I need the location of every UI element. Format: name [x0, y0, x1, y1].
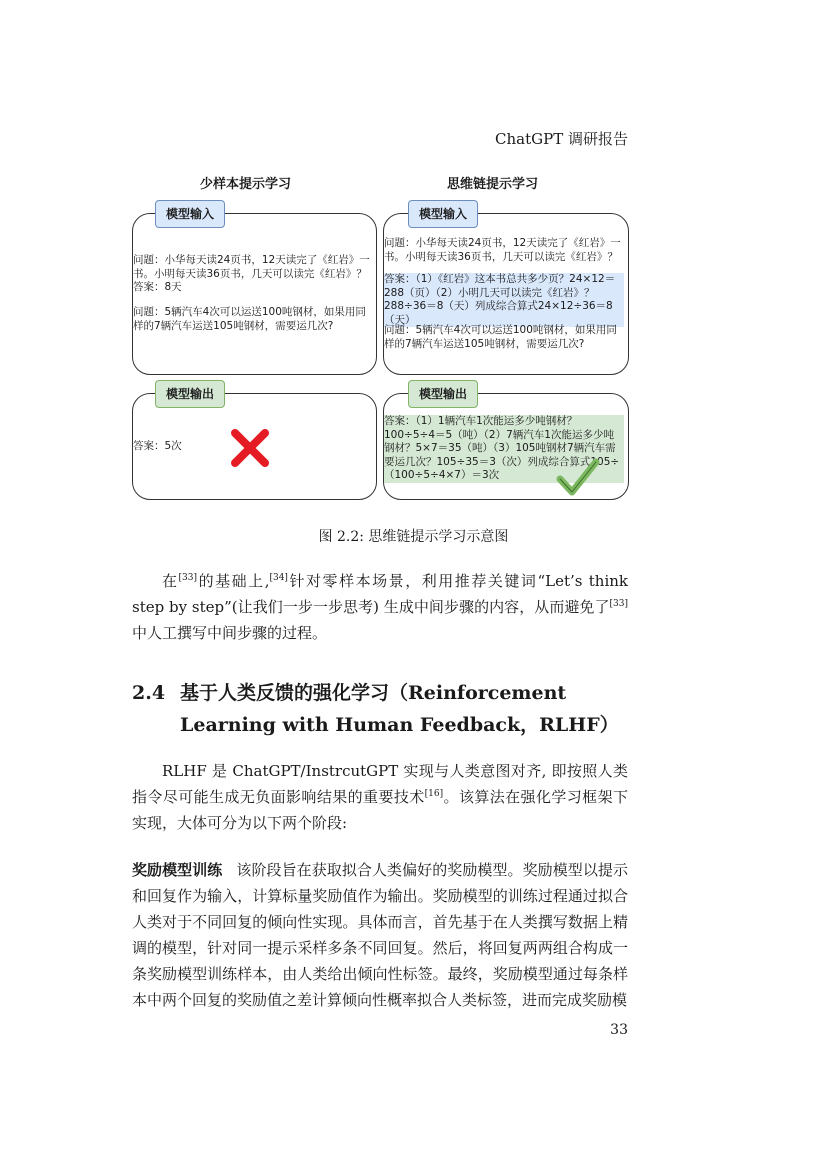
left-input-answer1: 答案：8天: [133, 281, 182, 293]
right-input-tag: 模型输入: [408, 200, 478, 228]
text: 在: [162, 572, 179, 590]
text: 。该算法在强化学习框架下实现，大体可分为以下两个阶段:: [132, 788, 628, 832]
text: 该阶段旨在获取拟合人类偏好的奖励模型。奖励模型以提示和回复作为输入，计算标量奖励值作为输出。奖励模型的训练过程通过拟合人类对于不同回复的倾向性实现。具体而言，首先基于在人类撰写数据上精调的模型，针对同一提示采样多条不同回复。然后，将回复两两组合构成一条奖励模型训练样本，由人类给出倾向性标签。最终，奖励模型通过每条样本中两个回复的奖励值之差计算倾向性概率拟合人类标签，进而完成奖励模: [132, 861, 628, 1009]
right-input-answer1: 答案：（1）《红岩》这本书总共多少页？24×12＝288（页）（2）小明几天可以读完《红岩》？288÷36＝8（天）列成综合算式24×12÷36＝8（天）: [384, 273, 624, 327]
section-title-line2: Learning with Human Feedback，RLHF）: [180, 714, 619, 736]
section-title: [180, 677, 640, 741]
citation[interactable]: [16]: [424, 789, 444, 799]
left-input-question2: 问题：5辆汽车4次可以运送100吨钢材，如果用同样的7辆汽车运送105吨钢材，需要运几次?: [133, 306, 366, 332]
left-output-answer: 答案：5次: [133, 440, 182, 452]
left-input-tag: 模型输入: [155, 200, 225, 228]
citation[interactable]: [34]: [269, 573, 288, 583]
paragraph-rlhf: [132, 758, 628, 836]
paragraph-lead: 奖励模型训练: [132, 861, 223, 879]
running-header: ChatGPT 调研报告: [495, 130, 628, 148]
right-input-question2: 问题：5辆汽车4次可以运送100吨钢材，如果用同样的7辆汽车运送105吨钢材，需要运几次?: [384, 324, 617, 350]
citation[interactable]: [33]: [609, 599, 628, 609]
page-number: 33: [610, 1022, 628, 1038]
text: 中人工撰写中间步骤的过程。: [132, 624, 328, 642]
left-output-tag: 模型输出: [155, 380, 225, 408]
citation[interactable]: [33]: [178, 573, 198, 583]
check-mark-icon: [556, 457, 600, 497]
right-output-tag: 模型输出: [408, 380, 478, 408]
text: 针对零样本场景，利用推荐关键词“Let’s think step by step”(让我们一步一步思考) 生成中间步骤的内容，从而避免了: [132, 572, 628, 616]
section-number: 2.4: [132, 682, 166, 704]
cross-mark-icon: [231, 429, 269, 467]
left-column-title: 少样本提示学习: [200, 177, 292, 192]
right-input-question1: 问题：小华每天读24页书，12天读完了《红岩》一书。小明每天读36页书，几天可以读完《红岩》？: [384, 237, 621, 263]
text: RLHF 是 ChatGPT/InstrcutGPT 实现与人类意图对齐, 即按照人类指令尽可能生成无负面影响结果的重要技术: [132, 762, 628, 806]
paragraph-cot: [132, 568, 628, 646]
right-column-title: 思维链提示学习: [447, 177, 539, 192]
text: 的基础上,: [197, 572, 270, 590]
left-input-question1: 问题：小华每天读24页书，12天读完了《红岩》一书。小明每天读36页书，几天可以读完《红岩》？: [133, 254, 370, 280]
figure-caption: 图 2.2: 思维链提示学习示意图: [318, 529, 509, 545]
section-title-line1: 基于人类反馈的强化学习（Reinforcement: [180, 682, 567, 704]
paragraph-reward-model: [132, 857, 628, 1013]
right-output-answer: 答案：（1）1辆汽车1次能运多少吨钢材？100÷5÷4＝5（吨）（2）7辆汽车1次能运多少吨钢材？5×7＝35（吨）（3）105吨钢材7辆汽车需要运几次？105÷35＝3（次）列成综合算式105÷（100÷5÷4×7）＝3次: [384, 415, 624, 483]
